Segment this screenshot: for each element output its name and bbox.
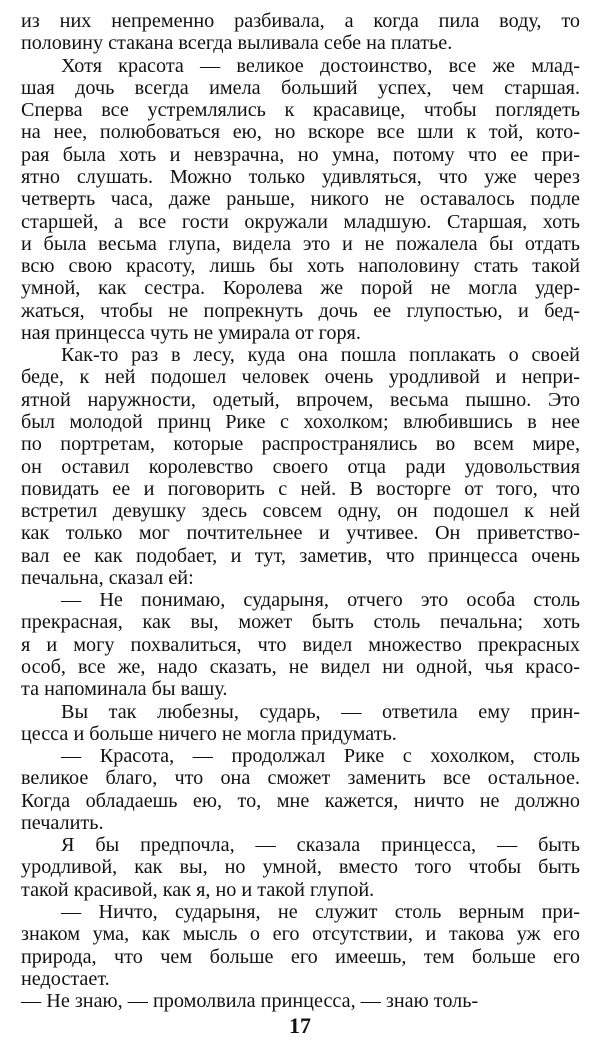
text-line: прекрасная, как вы, может быть столь печальна; хоть: [21, 611, 580, 634]
text-line: ятно слушать. Можно только удивляться, что уже через: [21, 165, 580, 188]
text-line: — Не понимаю, сударыня, отчего это особа столь: [61, 589, 580, 612]
text-line: Вы так любезны, сударь, — ответила ему прин-: [61, 700, 580, 723]
page-number: 17: [289, 1013, 311, 1038]
text-line: старшей, а все гости окружали младшую. Старшая, хоть: [21, 210, 580, 233]
text-line: великое благо, что она сможет заменить все остальное.: [21, 767, 580, 790]
text-line: цесса и больше ничего не могла придумать.: [21, 722, 397, 745]
text-line: Как-то раз в лесу, куда она пошла поплакать о своей: [61, 344, 580, 367]
text-line: печальна, сказал ей:: [21, 566, 194, 589]
text-line: всю свою красоту, лишь бы хоть наполовину стать такой: [21, 255, 580, 277]
text-line: шая дочь всегда имела больший успех, чем старшая.: [21, 76, 580, 99]
text-line: недостает.: [21, 967, 110, 990]
text-line: — Красота, — продолжал Рике с хохолком, столь: [61, 745, 580, 767]
text-line: я и могу похвалиться, что видел множество прекрасных: [21, 633, 580, 656]
text-line: Я бы предпочла, — сказала принцесса, — быть: [61, 834, 580, 857]
text-line: и была весьма глупа, видела это и не пожалела бы отдать: [21, 232, 580, 255]
text-line: из них непременно разбивала, а когда пила воду, то: [21, 10, 580, 32]
text-line: рая была хоть и невзрачна, но умна, потому что ее при-: [21, 143, 580, 166]
text-line: Когда обладаешь ею, то, мне кажется, ничто не должно: [21, 789, 580, 812]
text-line: Сперва все устремлялись к красавице, чтобы поглядеть: [21, 99, 580, 122]
text-line: природа, что чем больше его имеешь, тем больше его: [21, 945, 580, 968]
text-line: особ, все же, надо сказать, не видел ни одной, чья красо-: [21, 655, 580, 678]
text-line: как только мог почтительнее и учтивее. Он приветство-: [21, 522, 580, 545]
text-line: уродливой, как вы, но умной, вместо того чтобы быть: [21, 856, 580, 879]
text-line: четверть часа, даже раньше, никого не оставалось подле: [21, 188, 580, 211]
text-line: — Ничто, сударыня, не служит столь верным при-: [61, 900, 580, 923]
text-line: умной, как сестра. Королева же порой не могла удер-: [21, 277, 580, 300]
text-line: вал ее как подобает, и тут, заметив, что принцесса очень: [21, 544, 580, 567]
text-line: ная принцесса чуть не умирала от горя.: [21, 321, 361, 344]
text-line: ятной наружности, одетый, впрочем, весьма пышно. Это: [21, 388, 580, 411]
text-line: жаться, чтобы не попрекнуть дочь ее глупостью, и бед-: [21, 299, 580, 322]
text-line: был молодой принц Рике с хохолком; влюбившись в нее: [21, 410, 580, 433]
text-line: повидать ее и поговорить с ней. В восторге от того, что: [21, 477, 580, 500]
text-line: знаком ума, как мысль о его отсутствии, и такова уж его: [21, 923, 580, 946]
text-line: Хотя красота — великое достоинство, все же млад-: [61, 54, 580, 77]
text-line: беде, к ней подошел человек очень уродливой и непри-: [21, 366, 580, 389]
text-line: такой красивой, как я, но и такой глупой.: [21, 878, 375, 901]
text-line: он оставил королевство своего отца ради удовольствия: [21, 455, 580, 478]
text-line: по портретам, которые распространялись во всем мире,: [21, 433, 580, 456]
text-line: встретил девушку здесь совсем одну, он подошел к ней: [21, 500, 580, 522]
text-line: та напоминала бы вашу.: [21, 678, 228, 701]
text-line: печалить.: [21, 811, 104, 834]
text-line: на нее, полюбоваться ею, но вскоре все шли к той, кото-: [21, 121, 580, 144]
text-line: половину стакана всегда выливала себе на платье.: [21, 32, 453, 55]
text-line: — Не знаю, — промолвила принцесса, — знаю толь-: [21, 990, 479, 1012]
